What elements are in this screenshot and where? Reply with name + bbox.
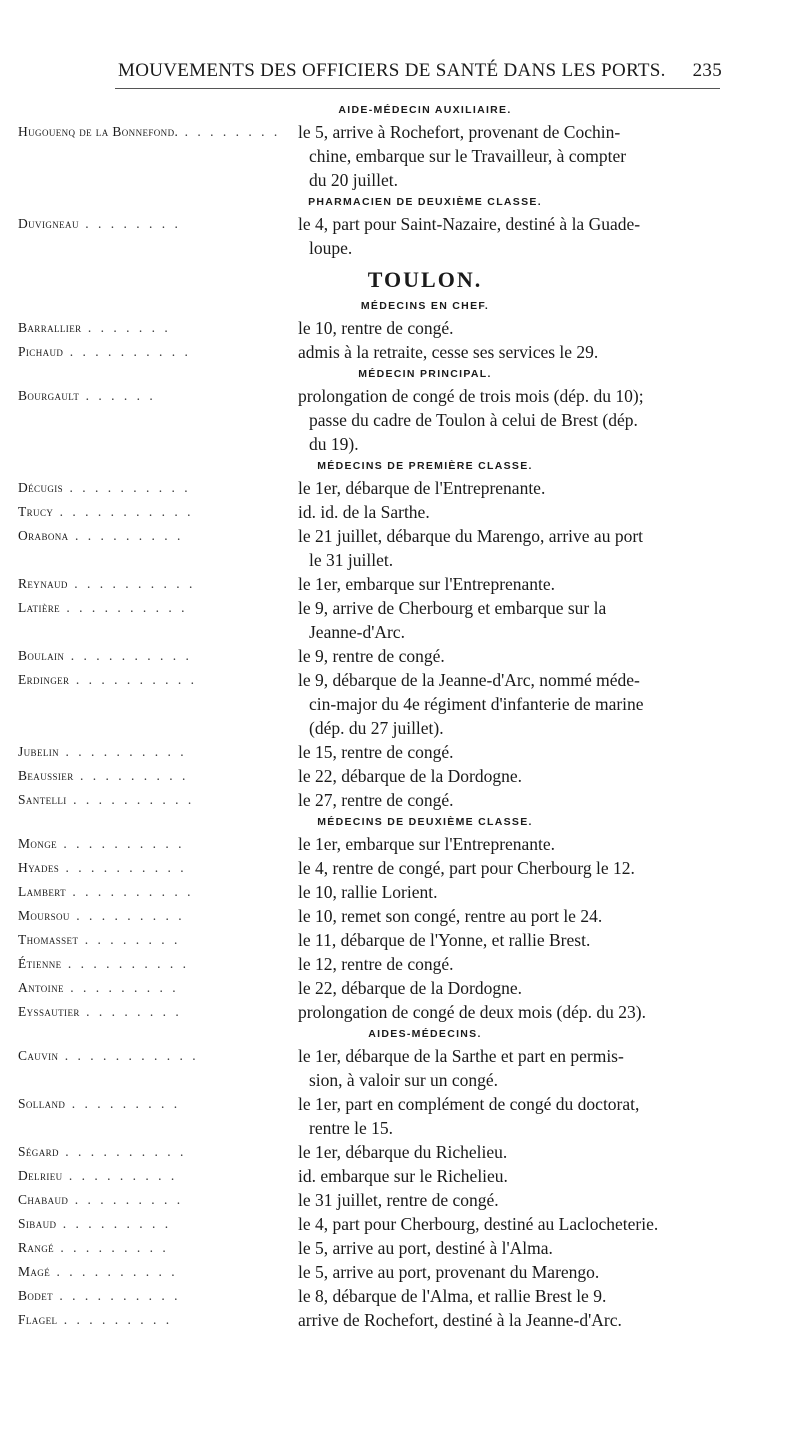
entry-description: le 5, arrive au port, destiné à l'Alma. (298, 1238, 553, 1258)
entry-name-cell (0, 524, 298, 548)
leader-dots: . . . . . . . (81, 320, 171, 335)
leader-dots: . . . . . . . . . . (66, 792, 195, 807)
entry-row (0, 764, 800, 788)
leader-dots: . . . . . . (79, 388, 156, 403)
leader-dots: . . . . . . . . (79, 1004, 182, 1019)
entry-row (0, 1260, 800, 1284)
section-heading: MÉDECIN PRINCIPAL. (358, 368, 492, 380)
officer-name: Hyades (18, 860, 60, 875)
entry-name-cell (0, 740, 298, 764)
entry-description: le 4, part pour Saint-Nazaire, destiné à la Guade- loupe. (298, 214, 641, 258)
entry-description: arrive de Rochefort, destiné à la Jeanne-d'Arc. (298, 1310, 622, 1330)
leader-dots: . . . . . . . . . . (53, 1288, 181, 1303)
entry-description: le 4, part pour Cherbourg, destiné au Laclocheterie. (298, 1214, 659, 1234)
officer-name: Chabaud (18, 1192, 69, 1207)
leader-dots: . . . . . . . . . . . (58, 1048, 199, 1063)
entry-row (0, 904, 800, 928)
entry-row (0, 524, 800, 572)
leader-dots: . . . . . . . . (78, 932, 181, 947)
page-number: 235 (692, 60, 722, 81)
entry-row (0, 740, 800, 764)
entry-row (0, 1284, 800, 1308)
entry-row (0, 1212, 800, 1236)
entry-name-cell (0, 904, 298, 928)
officer-name: Sibaud (18, 1216, 57, 1231)
officer-name: Bourgault (18, 388, 80, 403)
entry-name-cell (0, 1236, 298, 1260)
entry-description: le 1er, embarque sur l'Entreprenante. (298, 834, 556, 854)
entry-name-cell (0, 952, 298, 976)
entry-description: le 12, rentre de congé. (298, 954, 454, 974)
officer-name: Santelli (18, 792, 67, 807)
officer-name: Antoine (18, 980, 64, 995)
entry-row (0, 1000, 800, 1024)
entry-name-cell (0, 1308, 298, 1332)
running-header (118, 60, 722, 82)
entry-name-cell (0, 764, 298, 788)
entry-row (0, 572, 800, 596)
officer-name: Delrieu (18, 1168, 63, 1183)
entry-name-cell (0, 596, 298, 620)
entry-description: le 31 juillet, rentre de congé. (298, 1190, 499, 1210)
entry-description: le 9, arrive de Cherbourg et embarque sur la Jeanne-d'Arc. (298, 598, 607, 642)
entry-description: le 22, débarque de la Dordogne. (298, 978, 523, 998)
leader-dots: . . . . . . . . . . . (53, 504, 194, 519)
section-heading: AIDE-MÉDECIN AUXILIAIRE. (338, 104, 512, 116)
entry-row (0, 644, 800, 668)
entry-name-cell (0, 500, 298, 524)
leader-dots: . . . . . . . . . . (66, 884, 194, 899)
leader-dots: . . . . . . . . . (68, 528, 184, 543)
entry-name-cell (0, 832, 298, 856)
entry-row (0, 596, 800, 644)
officer-name: Monge (18, 836, 57, 851)
officer-name: Étienne (18, 956, 62, 971)
entry-name-cell (0, 880, 298, 904)
officer-name: Moursou (18, 908, 70, 923)
entry-name-cell (0, 476, 298, 500)
section-heading: MÉDECINS DE PREMIÈRE CLASSE. (317, 460, 533, 472)
leader-dots: . . . . . . . . . . (59, 744, 187, 759)
leader-dots: . . . . . . . . (178, 124, 281, 139)
page-body (0, 100, 800, 1332)
entry-name-cell (0, 1092, 298, 1116)
officer-name: Décugis (18, 480, 64, 495)
officer-name: Hugouenq de la Bonnefond. (18, 124, 179, 139)
entry-description: id. embarque sur le Richelieu. (298, 1166, 508, 1186)
entry-description: le 15, rentre de congé. (298, 742, 454, 762)
officer-name: Flagel (18, 1312, 58, 1327)
entry-row (0, 1236, 800, 1260)
leader-dots: . . . . . . . . . . (57, 836, 185, 851)
leader-dots: . . . . . . . . . (69, 908, 185, 923)
entry-row (0, 476, 800, 500)
leader-dots: . . . . . . . . . (63, 980, 179, 995)
officer-name: Solland (18, 1096, 66, 1111)
entry-description: le 1er, débarque de l'Entreprenante. (298, 478, 546, 498)
entry-name-cell (0, 1188, 298, 1212)
entry-row (0, 120, 800, 192)
entry-row (0, 880, 800, 904)
entry-description: le 8, débarque de l'Alma, et rallie Brest le 9. (298, 1286, 607, 1306)
leader-dots: . . . . . . . . . . (50, 1264, 178, 1279)
officer-name: Latière (18, 600, 61, 615)
entry-name-cell (0, 1284, 298, 1308)
officer-name: Erdinger (18, 672, 70, 687)
entry-description: id. id. de la Sarthe. (298, 502, 430, 522)
officer-name: Jubelin (18, 744, 60, 759)
entry-row (0, 212, 800, 260)
entry-description: le 21 juillet, débarque du Marengo, arrive au port le 31 juillet. (298, 526, 644, 570)
entry-description: le 1er, embarque sur l'Entreprenante. (298, 574, 556, 594)
entry-name-cell (0, 572, 298, 596)
entry-row (0, 384, 800, 456)
leader-dots: . . . . . . . . . (62, 1168, 178, 1183)
officer-name: Reynaud (18, 576, 68, 591)
leader-dots: . . . . . . . . . . (69, 672, 197, 687)
section-heading: AIDES-MÉDECINS. (368, 1028, 482, 1040)
city-heading: TOULON. (367, 267, 483, 292)
officer-name: Orabona (18, 528, 69, 543)
leader-dots: . . . . . . . . . . (60, 600, 188, 615)
entry-description: admis à la retraite, cesse ses services le 29. (298, 342, 599, 362)
entry-name-cell (0, 1212, 298, 1236)
entry-name-cell (0, 1260, 298, 1284)
entry-name-cell (0, 1140, 298, 1164)
entry-name-cell (0, 1044, 298, 1068)
entry-description: le 10, remet son congé, rentre au port le 24. (298, 906, 603, 926)
leader-dots: . . . . . . . . . . (61, 956, 190, 971)
officer-name: Lambert (18, 884, 67, 899)
section-heading: MÉDECINS EN CHEF. (360, 300, 490, 312)
officer-name: Beaussier (18, 768, 74, 783)
leader-dots: . . . . . . . . . . (63, 344, 191, 359)
leader-dots: . . . . . . . . . (54, 1240, 169, 1255)
entry-row (0, 500, 800, 524)
entry-name-cell (0, 1000, 298, 1024)
page-title: MOUVEMENTS DES OFFICIERS DE SANTÉ DANS LES PORTS. (118, 60, 666, 81)
leader-dots: . . . . . . . . . . (67, 576, 196, 591)
entry-name-cell (0, 788, 298, 812)
entry-row (0, 788, 800, 812)
entry-row (0, 316, 800, 340)
leader-dots: . . . . . . . . . (65, 1096, 181, 1111)
entry-row (0, 928, 800, 952)
entry-row (0, 668, 800, 740)
entry-description: prolongation de congé de trois mois (dép. du 10); passe du cadre de Toulon à celui de Brest (dép. du 19). (298, 386, 644, 454)
entry-name-cell (0, 644, 298, 668)
entry-row (0, 976, 800, 1000)
entry-description: le 9, rentre de congé. (298, 646, 445, 666)
officer-name: Magé (18, 1264, 51, 1279)
officer-name: Thomasset (18, 932, 79, 947)
entry-description: le 27, rentre de congé. (298, 790, 454, 810)
entry-row (0, 1308, 800, 1332)
header-rule (115, 88, 720, 89)
entry-row (0, 1092, 800, 1140)
entry-name-cell (0, 976, 298, 1000)
entry-name-cell (0, 928, 298, 952)
entry-description: le 1er, débarque du Richelieu. (298, 1142, 508, 1162)
entry-description: le 9, débarque de la Jeanne-d'Arc, nommé méde- cin-major du 4e régiment d'infanterie de marine (dép. du 27 juillet). (298, 670, 644, 738)
officer-name: Boulain (18, 648, 65, 663)
entry-description: le 11, débarque de l'Yonne, et rallie Brest. (298, 930, 591, 950)
leader-dots: . . . . . . . . . (73, 768, 189, 783)
entry-row (0, 1164, 800, 1188)
entry-name-cell (0, 856, 298, 880)
leader-dots: . . . . . . . . (78, 216, 181, 231)
officer-name: Cauvin (18, 1048, 59, 1063)
leader-dots: . . . . . . . . . . (58, 1144, 187, 1159)
entry-name-cell (0, 340, 298, 364)
entry-description: le 10, rallie Lorient. (298, 882, 438, 902)
leader-dots: . . . . . . . . . (56, 1216, 172, 1231)
officer-name: Bodet (18, 1288, 53, 1303)
leader-dots: . . . . . . . . . . (59, 860, 187, 875)
entry-description: prolongation de congé de deux mois (dép. du 23). (298, 1002, 646, 1022)
entry-name-cell (0, 316, 298, 340)
leader-dots: . . . . . . . . . . (63, 480, 191, 495)
entry-row (0, 1044, 800, 1092)
officer-name: Rangé (18, 1240, 55, 1255)
leader-dots: . . . . . . . . . (68, 1192, 184, 1207)
officer-name: Pichaud (18, 344, 64, 359)
entry-description: le 1er, part en complément de congé du doctorat, rentre le 15. (298, 1094, 640, 1138)
entry-description: le 1er, débarque de la Sarthe et part en permis- sion, à valoir sur un congé. (298, 1046, 624, 1090)
entry-row (0, 856, 800, 880)
leader-dots: . . . . . . . . . . (64, 648, 192, 663)
officer-name: Barrallier (18, 320, 82, 335)
officer-name: Eyssautier (18, 1004, 80, 1019)
entry-description: le 22, débarque de la Dordogne. (298, 766, 523, 786)
section-heading: MÉDECINS DE DEUXIÈME CLASSE. (317, 816, 533, 828)
leader-dots: . . . . . . . . . (57, 1312, 173, 1327)
entry-name-cell (0, 212, 298, 236)
officer-name: Trucy (18, 504, 54, 519)
entry-name-cell (0, 120, 298, 144)
entry-description: le 5, arrive au port, provenant du Marengo. (298, 1262, 600, 1282)
entry-name-cell (0, 668, 298, 692)
officer-name: Duvigneau (18, 216, 79, 231)
section-heading: PHARMACIEN DE DEUXIÈME CLASSE. (308, 196, 542, 208)
entry-row (0, 340, 800, 364)
entry-row (0, 1188, 800, 1212)
entry-name-cell (0, 1164, 298, 1188)
entry-name-cell (0, 384, 298, 408)
entry-row (0, 1140, 800, 1164)
entry-row (0, 952, 800, 976)
entry-description: le 5, arrive à Rochefort, provenant de Cochin- chine, embarque sur le Travailleur, à compter du 20 juillet. (298, 122, 627, 190)
entry-description: le 10, rentre de congé. (298, 318, 454, 338)
entry-row (0, 832, 800, 856)
officer-name: Ségard (18, 1144, 59, 1159)
entry-description: le 4, rentre de congé, part pour Cherbourg le 12. (298, 858, 635, 878)
